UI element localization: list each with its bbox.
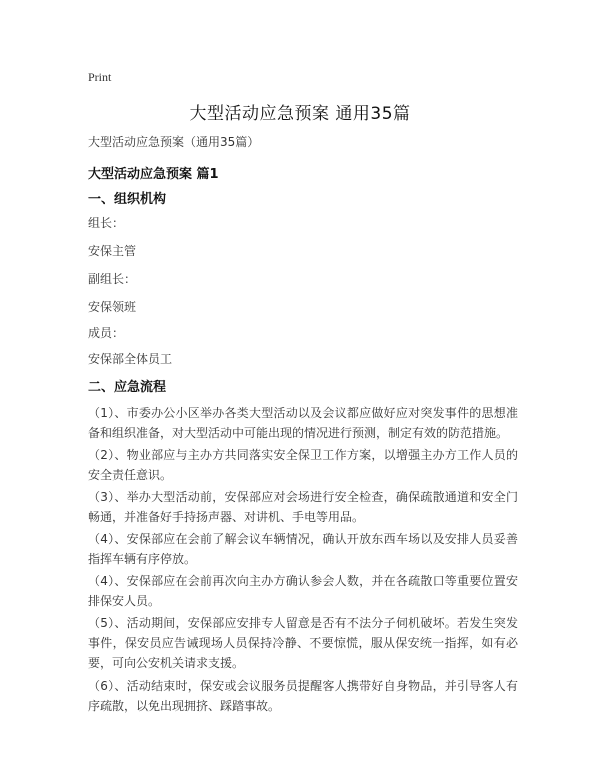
procedure-paragraph: （1）、市委办公小区举办各类大型活动以及会议都应做好应对突发事件的思想准备和组织准备，对大型活动中可能出现的情况进行预测，制定有效的防范措施。 bbox=[88, 406, 518, 440]
org-line-deputy-label: 副组长： bbox=[88, 272, 137, 286]
page-title: 大型活动应急预案 通用35篇 bbox=[189, 104, 411, 124]
org-line-members-value: 安保部全体员工 bbox=[88, 352, 173, 366]
print-label[interactable]: Print bbox=[88, 70, 112, 84]
procedure-paragraph: （4）、安保部应在会前了解会议车辆情况，确认开放东西车场以及安排人员妥善指挥车辆有序停放。 bbox=[88, 532, 518, 566]
document-subtitle: 大型活动应急预案（通用35篇） bbox=[88, 135, 260, 149]
org-line-deputy-value: 安保领班 bbox=[88, 300, 137, 314]
org-line-leader-label: 组长： bbox=[88, 216, 125, 230]
org-line-members-label: 成员： bbox=[88, 326, 125, 340]
procedure-paragraph: （4）、安保部应在会前再次向主办方确认参会人数，并在各疏散口等重要位置安排保安人员。 bbox=[88, 574, 518, 608]
procedure-paragraph: （6）、活动结束时，保安或会议服务员提醒客人携带好自身物品，并引导客人有序疏散，以免出现拥挤、踩踏事故。 bbox=[88, 679, 518, 713]
procedure-paragraph: （5）、活动期间，安保部应安排专人留意是否有不法分子伺机破坏。若发生突发事件，保安员应告诫现场人员保持冷静、不要惊慌，服从保安统一指挥，如有必要，可向公安机关请求支援。 bbox=[88, 616, 518, 670]
article-heading: 大型活动应急预案 篇1 bbox=[88, 167, 219, 182]
org-line-leader-value: 安保主管 bbox=[88, 244, 137, 258]
section-heading-organization: 一、组织机构 bbox=[88, 192, 167, 207]
section-heading-procedure: 二、应急流程 bbox=[88, 380, 167, 395]
procedure-paragraph: （2）、物业部应与主办方共同落实安全保卫工作方案，以增强主办方工作人员的安全责任意识。 bbox=[88, 448, 518, 482]
procedure-paragraph: （3）、举办大型活动前，安保部应对会场进行安全检查，确保疏散通道和安全门畅通，并准备好手持扬声器、对讲机、手电等用品。 bbox=[88, 490, 518, 524]
